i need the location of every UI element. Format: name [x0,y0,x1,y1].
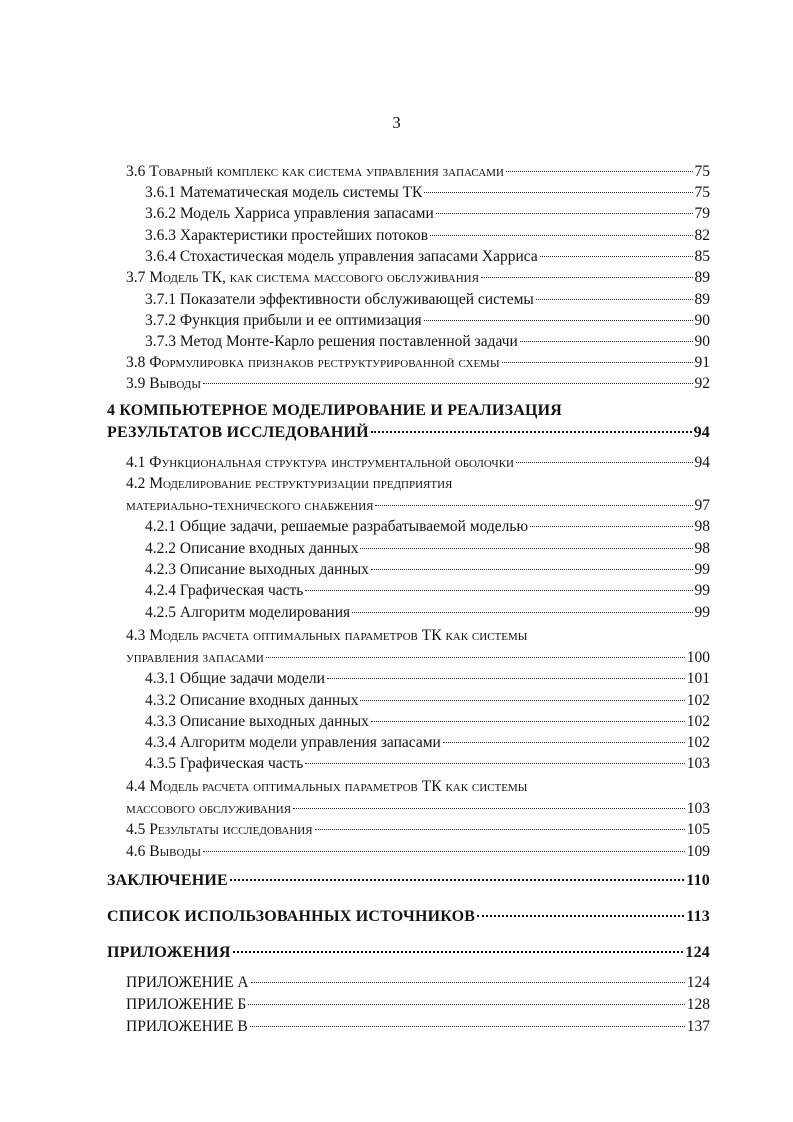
toc-leader-dots [315,829,685,830]
toc-entry-label: материально-технического снабжения [126,497,374,514]
toc-entry[interactable] [126,819,710,840]
toc-entry[interactable] [126,647,710,668]
toc-entry-label: 3.8 Формулировка признаков реструктурированной схемы [126,354,500,371]
toc-entry-label: 4.3.4 Алгоритм модели управления запасами [145,734,441,751]
toc-entry[interactable] [126,495,710,516]
toc-entry-page: 90 [694,333,710,350]
toc-leader-dots [233,951,684,953]
toc-leader-dots [360,700,684,701]
toc-entry-label: 3.9 Выводы [126,375,202,392]
toc-leader-dots [536,299,693,300]
toc-entry-page: 110 [686,872,710,889]
toc-entry-label: 4.3.3 Описание выходных данных [145,713,369,730]
toc-entry[interactable] [107,400,562,424]
toc-entry-page: 90 [694,312,710,329]
toc-entry-page: 92 [694,375,710,392]
toc-entry[interactable] [107,942,710,966]
toc-entry[interactable] [126,1016,710,1037]
toc-entry-page: 124 [685,944,710,961]
toc-entry-label: 4.3.1 Общие задачи модели [145,670,325,687]
toc-entry-page: 98 [694,518,710,535]
toc-entry-label: 4.2.3 Описание выходных данных [145,561,369,578]
toc-entry-page: 89 [694,269,710,286]
toc-leader-dots [250,1026,685,1027]
toc-entry[interactable] [126,452,710,473]
toc-leader-dots [248,1004,684,1005]
page-number: 3 [392,113,401,132]
toc-entry-label: ЗАКЛЮЧЕНИЕ [107,872,228,889]
toc-entry[interactable] [145,711,710,732]
toc-entry[interactable] [145,225,710,246]
toc-entry[interactable] [126,473,452,494]
toc-entry[interactable] [107,422,710,446]
toc-entry-page: 94 [694,454,710,471]
toc-entry-page: 109 [686,843,710,860]
toc-leader-dots [203,851,685,852]
toc-entry-label: 4.3.2 Описание входных данных [145,692,359,709]
toc-entry[interactable] [145,732,710,753]
toc-entry[interactable] [145,668,710,689]
toc-entry-label: 4.3 Модель расчета оптимальных параметров ТК как системы [126,627,528,644]
toc-entry-page: 89 [694,291,710,308]
toc-leader-dots [266,657,685,658]
toc-leader-dots [230,879,684,881]
toc-leader-dots [305,590,692,591]
toc-entry-label: 4.2.2 Описание входных данных [145,540,359,557]
toc-entry-page: 75 [694,163,710,180]
toc-leader-dots [360,548,692,549]
toc-entry[interactable] [126,373,710,394]
toc-entry[interactable] [107,906,710,930]
toc-entry-page: 102 [686,734,710,751]
toc-leader-dots [530,526,692,527]
toc-entry-label: 3.7.3 Метод Монте-Карло решения поставленной задачи [145,333,518,350]
toc-entry[interactable] [145,753,710,774]
toc-leader-dots [251,982,685,983]
toc-entry[interactable] [126,798,710,819]
toc-entry[interactable] [145,310,710,331]
toc-entry-page: 103 [686,800,710,817]
toc-entry[interactable] [145,331,710,352]
toc-leader-dots [293,808,685,809]
toc-leader-dots [203,383,692,384]
toc-entry-page: 105 [686,821,710,838]
toc-entry[interactable] [126,161,710,182]
toc-entry-label: 4.6 Выводы [126,843,202,860]
toc-entry[interactable] [107,870,710,894]
toc-entry[interactable] [126,352,710,373]
toc-entry-label: 3.6.3 Характеристики простейших потоков [145,227,429,244]
toc-leader-dots [520,341,693,342]
toc-leader-dots [481,277,693,278]
toc-leader-dots [430,235,692,236]
toc-entry[interactable] [126,994,710,1015]
toc-entry-label: ПРИЛОЖЕНИЕ В [126,1018,248,1035]
toc-entry-page: 94 [693,424,710,441]
toc-entry-label: 4.2 Моделирование реструктуризации предприятия [126,475,453,492]
toc-entry-page: 102 [686,713,710,730]
toc-entry-page: 137 [686,1018,710,1035]
toc-entry-page: 91 [694,354,710,371]
toc-entry-page: 101 [686,670,710,687]
toc-entry-label: 4.2.4 Графическая часть [145,582,304,599]
toc-leader-dots [424,192,692,193]
toc-entry[interactable] [145,580,710,601]
toc-leader-dots [436,213,693,214]
toc-entry-page: 79 [694,205,710,222]
toc-entry-label: 3.6 Товарный комплекс как система управления запасами [126,163,504,180]
toc-entry-label: 3.7.1 Показатели эффективности обслуживающей системы [145,291,534,308]
toc-leader-dots [371,431,692,433]
toc-entry-label: ПРИЛОЖЕНИЕ Б [126,996,247,1013]
toc-leader-dots [371,569,693,570]
toc-entry-page: 97 [694,497,710,514]
toc-leader-dots [477,915,684,917]
toc-entry-page: 124 [686,974,710,991]
toc-entry-page: 98 [694,540,710,557]
toc-entry[interactable] [145,559,710,580]
toc-entry-page: 100 [686,649,710,666]
toc-entry[interactable] [126,972,710,993]
toc-entry[interactable] [126,841,710,862]
toc-entry-page: 128 [686,996,710,1013]
toc-entry-page: 99 [694,582,710,599]
toc-entry-page: 102 [686,692,710,709]
toc-leader-dots [305,763,684,764]
toc-entry-label: ПРИЛОЖЕНИЯ [107,944,231,961]
toc-entry-page: 113 [686,908,710,925]
toc-entry[interactable] [145,203,710,224]
toc-entry-label: управления запасами [126,649,264,666]
toc-entry-label: 4.2.1 Общие задачи, решаемые разрабатываемой моделью [145,518,529,535]
toc-entry-label: 4.3.5 Графическая часть [145,755,304,772]
toc-entry[interactable] [145,289,710,310]
toc-leader-dots [502,362,693,363]
toc-entry-page: 103 [686,755,710,772]
toc-leader-dots [424,320,693,321]
toc-entry[interactable] [145,182,710,203]
toc-entry[interactable] [126,625,527,646]
toc-entry[interactable] [126,267,710,288]
toc-entry[interactable] [145,246,710,267]
toc-entry-label: РЕЗУЛЬТАТОВ ИССЛЕДОВАНИЙ [107,424,369,441]
toc-leader-dots [443,742,685,743]
toc-entry-label: 3.7.2 Функция прибыли и ее оптимизация [145,312,422,329]
toc-leader-dots [352,612,692,613]
toc-leader-dots [506,171,693,172]
toc-entry-label: ПРИЛОЖЕНИЕ А [126,974,249,991]
toc-leader-dots [540,256,693,257]
toc-entry-label: 4.4 Модель расчета оптимальных параметров ТК как системы [126,778,528,795]
toc-entry-label: 3.7 Модель ТК, как система массового обслуживания [126,269,479,286]
toc-entry-page: 99 [694,561,710,578]
toc-entry-label: 4.1 Функциональная структура инструментальной оболочки [126,454,514,471]
toc-leader-dots [371,721,685,722]
toc-entry-label: массового обслуживания [126,800,292,817]
toc-entry[interactable] [145,602,710,623]
toc-entry[interactable] [145,538,710,559]
toc-leader-dots [375,505,692,506]
toc-leader-dots [327,678,685,679]
toc-entry-label: 4.2.5 Алгоритм моделирования [145,604,351,621]
toc-entry-page: 75 [694,184,710,201]
toc-entry[interactable] [145,690,710,711]
toc-leader-dots [516,462,693,463]
toc-entry-page: 85 [694,248,710,265]
toc-entry[interactable] [145,516,710,537]
toc-entry-label: 4 КОМПЬЮТЕРНОЕ МОДЕЛИРОВАНИЕ И РЕАЛИЗАЦИЯ [107,402,563,419]
toc-entry-label: 4.5 Результаты исследования [126,821,313,838]
toc-entry-page: 99 [694,604,710,621]
toc-entry[interactable] [126,776,527,797]
toc-entry-page: 82 [694,227,710,244]
toc-entry-label: СПИСОК ИСПОЛЬЗОВАННЫХ ИСТОЧНИКОВ [107,908,476,925]
toc-entry-label: 3.6.4 Стохастическая модель управления запасами Харриса [145,248,538,265]
toc-entry-label: 3.6.2 Модель Харриса управления запасами [145,205,434,222]
toc-entry-label: 3.6.1 Математическая модель системы ТК [145,184,423,201]
